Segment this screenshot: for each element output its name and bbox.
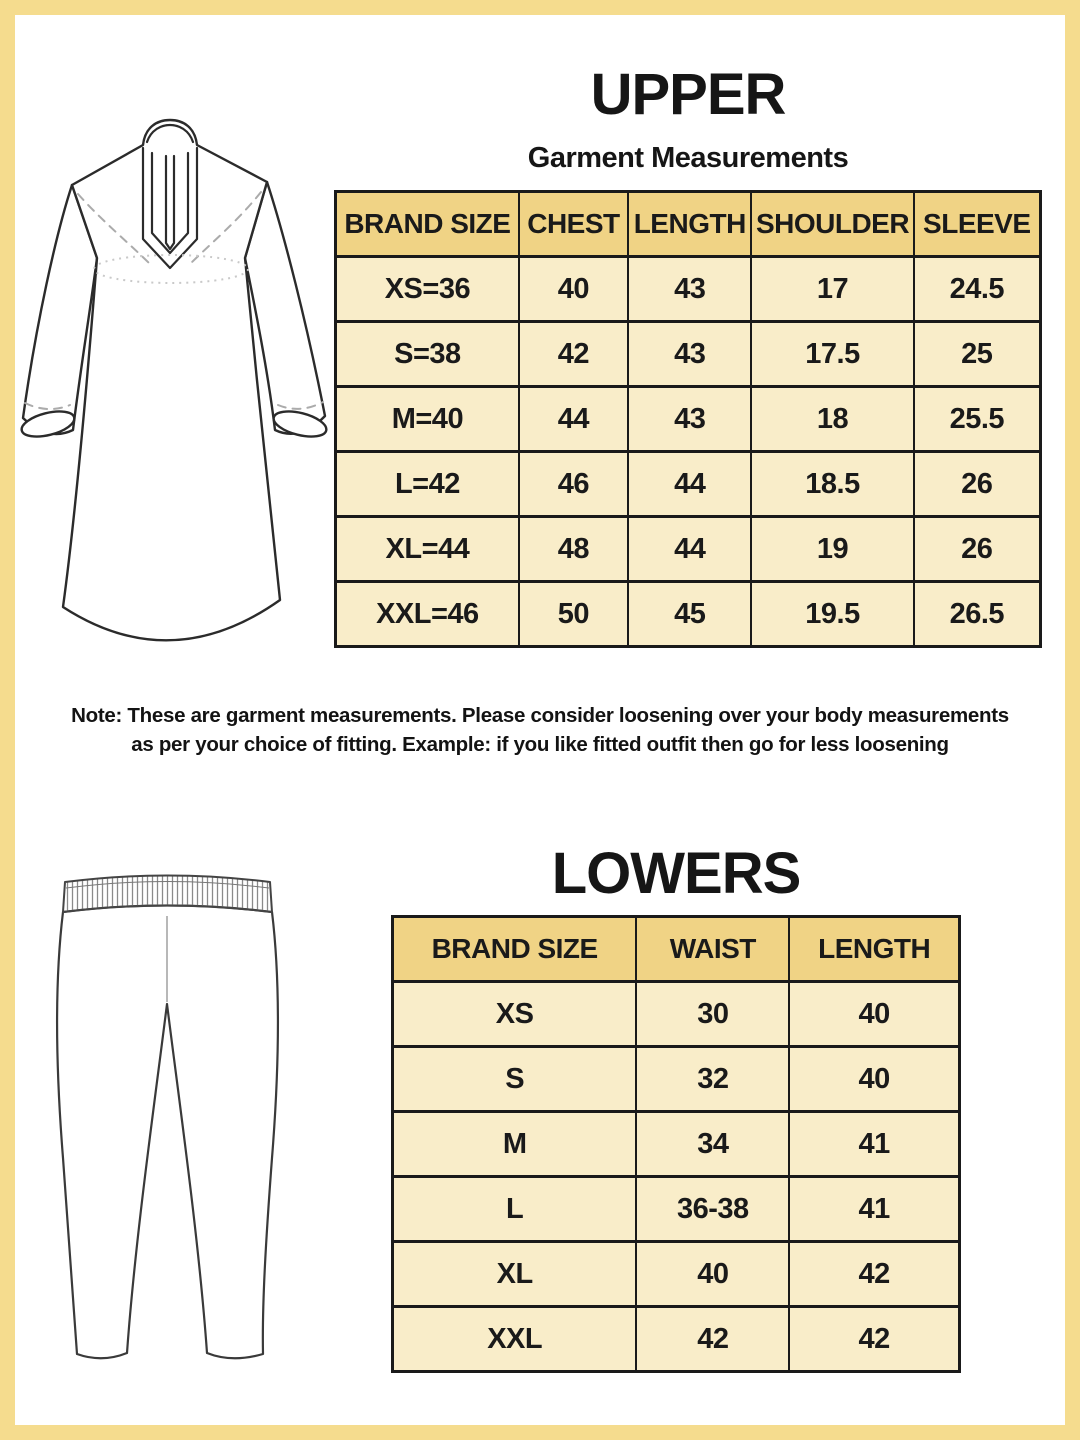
measurement-cell: 46 <box>519 452 628 517</box>
upper-table-header-row <box>336 192 1041 257</box>
measurement-cell: 44 <box>519 387 628 452</box>
measurement-cell: 32 <box>636 1047 789 1112</box>
brand-size-cell: XXL <box>393 1307 637 1372</box>
measurement-cell: 42 <box>636 1307 789 1372</box>
upper-measurements-table <box>334 190 1042 648</box>
leggings-line-drawing <box>25 858 325 1403</box>
size-row <box>393 1112 960 1177</box>
brand-size-cell: XL <box>393 1242 637 1307</box>
measurement-cell: 26.5 <box>914 582 1041 647</box>
measurement-cell: 30 <box>636 982 789 1047</box>
measurement-cell: 40 <box>789 982 959 1047</box>
size-row <box>336 322 1041 387</box>
size-row <box>336 582 1041 647</box>
measurement-cell: 26 <box>914 452 1041 517</box>
note-line-2: as per your choice of fitting. Example: if you like fitted outfit then go for less loosening <box>131 733 949 756</box>
measurement-cell: 26 <box>914 517 1041 582</box>
measurement-cell: 19.5 <box>751 582 913 647</box>
measurement-cell: 43 <box>628 387 751 452</box>
brand-size-cell: XL=44 <box>336 517 519 582</box>
size-row <box>336 257 1041 322</box>
brand-size-cell: XS <box>393 982 637 1047</box>
upper-section-subtitle: Garment Measurements <box>527 142 849 174</box>
brand-size-cell: S <box>393 1047 637 1112</box>
brand-size-cell: M=40 <box>336 387 519 452</box>
measurement-cell: 18.5 <box>751 452 913 517</box>
measurement-cell: 45 <box>628 582 751 647</box>
size-row <box>393 1242 960 1307</box>
column-header: LENGTH <box>628 192 751 257</box>
measurement-cell: 25 <box>914 322 1041 387</box>
column-header: LENGTH <box>789 917 959 982</box>
size-row <box>393 1307 960 1372</box>
measurement-cell: 44 <box>628 452 751 517</box>
brand-size-cell: XXL=46 <box>336 582 519 647</box>
measurement-cell: 25.5 <box>914 387 1041 452</box>
measurement-cell: 24.5 <box>914 257 1041 322</box>
measurement-cell: 34 <box>636 1112 789 1177</box>
measurement-cell: 50 <box>519 582 628 647</box>
measurement-cell: 17.5 <box>751 322 913 387</box>
column-header: CHEST <box>519 192 628 257</box>
measurement-cell: 41 <box>789 1177 959 1242</box>
measurement-cell: 43 <box>628 322 751 387</box>
size-row <box>393 1047 960 1112</box>
brand-size-cell: S=38 <box>336 322 519 387</box>
column-header: WAIST <box>636 917 789 982</box>
measurement-cell: 40 <box>519 257 628 322</box>
size-row <box>336 387 1041 452</box>
measurement-cell: 18 <box>751 387 913 452</box>
measurement-cell: 36-38 <box>636 1177 789 1242</box>
size-row <box>393 1177 960 1242</box>
measurement-cell: 40 <box>789 1047 959 1112</box>
measurement-cell: 42 <box>789 1307 959 1372</box>
measurement-cell: 42 <box>519 322 628 387</box>
measurement-cell: 48 <box>519 517 628 582</box>
measurement-cell: 41 <box>789 1112 959 1177</box>
measurement-cell: 19 <box>751 517 913 582</box>
brand-size-cell: XS=36 <box>336 257 519 322</box>
brand-size-cell: M <box>393 1112 637 1177</box>
column-header: SHOULDER <box>751 192 913 257</box>
size-row <box>393 982 960 1047</box>
measurement-cell: 43 <box>628 257 751 322</box>
kurta-tunic-line-drawing <box>18 112 328 652</box>
lowers-section-title: LOWERS <box>551 841 801 906</box>
measurement-cell: 17 <box>751 257 913 322</box>
measurement-cell: 42 <box>789 1242 959 1307</box>
column-header: SLEEVE <box>914 192 1041 257</box>
brand-size-cell: L <box>393 1177 637 1242</box>
measurement-cell: 40 <box>636 1242 789 1307</box>
column-header: BRAND SIZE <box>336 192 519 257</box>
size-row <box>336 517 1041 582</box>
measurement-cell: 44 <box>628 517 751 582</box>
lowers-table-header-row <box>393 917 960 982</box>
upper-section-title: UPPER <box>590 62 786 127</box>
measurement-note <box>40 701 1040 759</box>
column-header: BRAND SIZE <box>393 917 637 982</box>
lowers-measurements-table <box>391 915 961 1373</box>
size-row <box>336 452 1041 517</box>
brand-size-cell: L=42 <box>336 452 519 517</box>
note-line-1: Note: These are garment measurements. Please consider loosening over your body measurements <box>71 704 1009 727</box>
